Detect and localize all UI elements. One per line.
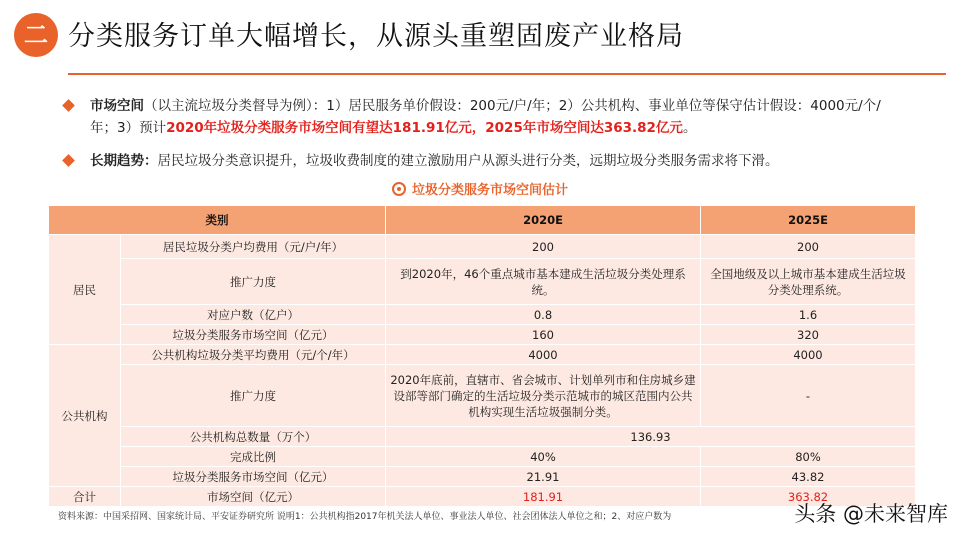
row-item: 市场空间（亿元） (121, 487, 386, 507)
row-item: 对应户数（亿户） (121, 305, 386, 325)
table-row (49, 427, 916, 447)
bullet-lead: 市场空间 (90, 98, 144, 114)
source-footnote: 资料来源：中国采招网、国家统计局、平安证券研究所 说明1：公共机构指2017年机关法人单位、事业法人单位、社会团体法人单位之和；2、对应户数为 (58, 512, 672, 522)
cell-2025e: - (701, 365, 916, 427)
cell-2020e: 2020年底前，直辖市、省会城市、计划单列市和住房城乡建设部等部门确定的生活垃圾分类示范城市的城区范围内公共机构实现生活垃圾强制分类。 (386, 365, 701, 427)
market-space-table (48, 205, 916, 507)
section-badge: 二 (14, 13, 58, 57)
table-title (0, 179, 960, 198)
cell-2025e: 1.6 (701, 305, 916, 325)
row-item: 垃圾分类服务市场空间（亿元） (121, 325, 386, 345)
diamond-bullet-icon (62, 99, 75, 112)
table-header-row (49, 206, 916, 235)
cell-2020e: 到2020年，46个重点城市基本建成生活垃圾分类处理系统。 (386, 259, 701, 305)
cell-2025e: 200 (701, 235, 916, 259)
table-row (49, 305, 916, 325)
table-row (49, 467, 916, 487)
cell-2025e: 4000 (701, 345, 916, 365)
header-2020e: 2020E (386, 206, 701, 235)
cell-2025e: 80% (701, 447, 916, 467)
group-total: 合计 (49, 487, 121, 507)
row-item: 居民垃圾分类户均费用（元/户/年） (121, 235, 386, 259)
header-category: 类别 (49, 206, 386, 235)
row-item: 推广力度 (121, 259, 386, 305)
bullet-text: 居民垃圾分类意识提升，垃圾收费制度的建立激励用户从源头进行分类，远期垃圾分类服务需求将下滑。 (157, 153, 779, 169)
cell-2020e: 160 (386, 325, 701, 345)
cell-2025e: 43.82 (701, 467, 916, 487)
table-row (49, 447, 916, 467)
cell-2025e: 320 (701, 325, 916, 345)
row-item: 公共机构总数量（万个） (121, 427, 386, 447)
watermark: 头条 @未来智库 (794, 502, 948, 526)
diamond-bullet-icon (62, 154, 75, 167)
cell-merged: 136.93 (386, 427, 916, 447)
header-2025e: 2025E (701, 206, 916, 235)
cell-2020e: 200 (386, 235, 701, 259)
bullet-highlight: 2020年垃圾分类服务市场空间有望达181.91亿元，2025年市场空间达363.82亿元 (166, 120, 683, 136)
row-item: 推广力度 (121, 365, 386, 427)
table-row (49, 325, 916, 345)
target-icon (392, 182, 406, 196)
group-resident: 居民 (49, 235, 121, 345)
cell-2020e: 40% (386, 447, 701, 467)
table-row (49, 259, 916, 305)
table-title-text: 垃圾分类服务市场空间估计 (411, 183, 568, 198)
bullet-market-space (64, 95, 904, 139)
cell-2025e: 全国地级及以上城市基本建成生活垃圾分类处理系统。 (701, 259, 916, 305)
row-item: 完成比例 (121, 447, 386, 467)
cell-2020e: 21.91 (386, 467, 701, 487)
table-row (49, 235, 916, 259)
bullet-text: （以主流垃圾分类督导为例）：1）居民服务单价假设：200元/户/年；2）公共机构、事业单位等保守估计假设：4000元/个/年；3）预计 (90, 98, 881, 136)
cell-2020e: 0.8 (386, 305, 701, 325)
row-item: 垃圾分类服务市场空间（亿元） (121, 467, 386, 487)
bullet-lead: 长期趋势： (90, 153, 158, 169)
cell-2025e: 363.82 (701, 487, 916, 507)
title-divider (68, 73, 946, 75)
bullet-long-term-trend (64, 150, 904, 172)
table-row (49, 345, 916, 365)
row-item: 公共机构垃圾分类平均费用（元/个/年） (121, 345, 386, 365)
table-row (49, 365, 916, 427)
group-public-institution: 公共机构 (49, 345, 121, 487)
bullet-end: 。 (682, 120, 697, 136)
page-title: 分类服务订单大幅增长，从源头重塑固废产业格局 (68, 21, 684, 52)
cell-2020e: 4000 (386, 345, 701, 365)
cell-2020e: 181.91 (386, 487, 701, 507)
table-row-total (49, 487, 916, 507)
